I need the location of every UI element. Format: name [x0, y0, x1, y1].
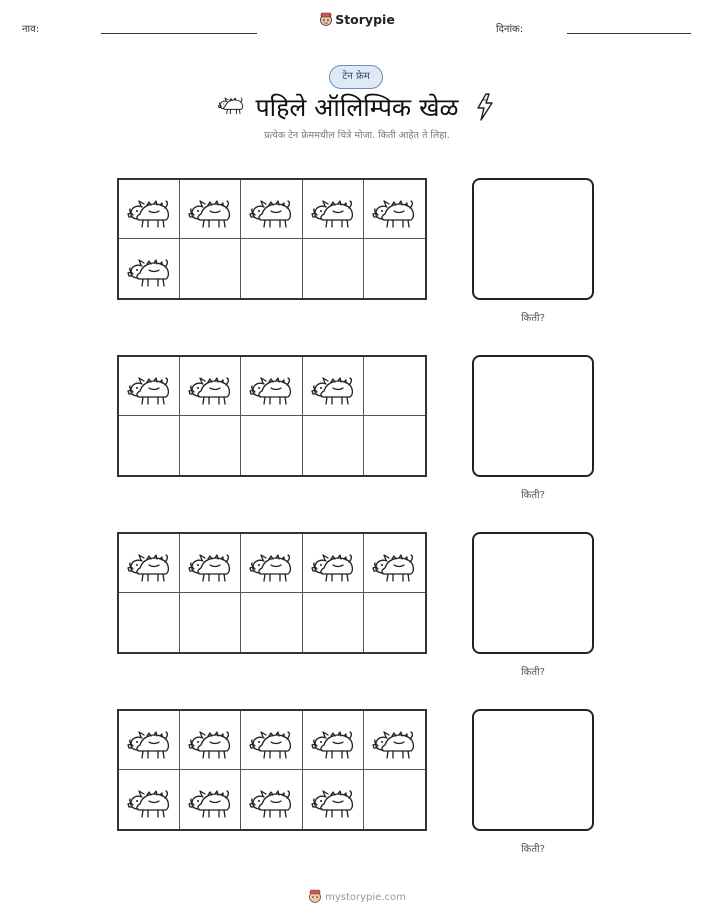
answer-box[interactable]	[472, 709, 594, 831]
answer-label: किती?	[521, 490, 545, 501]
ten-frame-cell	[119, 239, 180, 298]
ten-frame-cell	[119, 593, 180, 652]
ten-frame-cell	[364, 593, 425, 652]
answer-box[interactable]	[472, 355, 594, 477]
answer-label: किती?	[521, 313, 545, 324]
ten-frame-cell	[364, 416, 425, 475]
page-title: पहिले ऑलिम्पिक खेळ	[255, 93, 459, 122]
ten-frame-cell	[119, 180, 180, 239]
ten-frame-cell	[180, 239, 241, 298]
date-label: दिनांक:	[496, 24, 524, 35]
ten-frame-cell	[119, 534, 180, 593]
footer	[0, 889, 714, 903]
answer-box[interactable]	[472, 178, 594, 300]
ten-frame-cell	[303, 534, 364, 593]
ten-frame-cell	[241, 239, 302, 298]
ten-frame-cell	[241, 357, 302, 416]
topic-badge: टेन फ्रेम	[329, 65, 383, 89]
answer-box[interactable]	[472, 532, 594, 654]
ten-frame-cell	[241, 593, 302, 652]
date-line[interactable]	[567, 33, 691, 34]
ten-frame	[117, 355, 427, 477]
lightning-bolt-icon	[474, 92, 496, 122]
ten-frame	[117, 532, 427, 654]
ten-frame-cell	[180, 180, 241, 239]
ten-frame	[117, 178, 427, 300]
storypie-logo-icon	[319, 12, 333, 26]
brand-logo	[0, 12, 714, 27]
ten-frame-cell	[364, 534, 425, 593]
ten-frame-cell	[180, 770, 241, 829]
ten-frame-cell	[241, 770, 302, 829]
ten-frame-cell	[364, 180, 425, 239]
answer-label: किती?	[521, 667, 545, 678]
ten-frame-cell	[119, 711, 180, 770]
ten-frame-cell	[180, 534, 241, 593]
ten-frame-cell	[364, 770, 425, 829]
ten-frame-cell	[364, 239, 425, 298]
brand-name: Storypie	[335, 12, 395, 27]
footer-url[interactable]: mystorypie.com	[325, 892, 406, 903]
name-line[interactable]	[101, 33, 257, 34]
ten-frame-cell	[303, 180, 364, 239]
ten-frame	[117, 709, 427, 831]
ten-frame-cell	[303, 593, 364, 652]
ten-frame-cell	[180, 357, 241, 416]
ten-frame-cell	[119, 770, 180, 829]
ten-frame-cell	[364, 711, 425, 770]
ten-frame-cell	[180, 416, 241, 475]
answer-label: किती?	[521, 844, 545, 855]
ten-frame-cell	[303, 711, 364, 770]
ten-frame-cell	[180, 711, 241, 770]
instructions: प्रत्येक टेन फ्रेममधील चित्रे मोजा. किती आहेत ते लिहा.	[264, 130, 450, 141]
ten-frame-cell	[180, 593, 241, 652]
ten-frame-cell	[119, 357, 180, 416]
ten-frame-cell	[303, 357, 364, 416]
ten-frame-cell	[119, 416, 180, 475]
ten-frame-cell	[241, 711, 302, 770]
ten-frame-cell	[303, 239, 364, 298]
ten-frame-cell	[303, 416, 364, 475]
ten-frame-cell	[241, 534, 302, 593]
ten-frame-cell	[364, 357, 425, 416]
ten-frame-cell	[241, 416, 302, 475]
name-label: नाव:	[22, 24, 40, 35]
ten-frame-cell	[241, 180, 302, 239]
storypie-logo-icon	[308, 889, 322, 903]
ten-frame-cell	[303, 770, 364, 829]
